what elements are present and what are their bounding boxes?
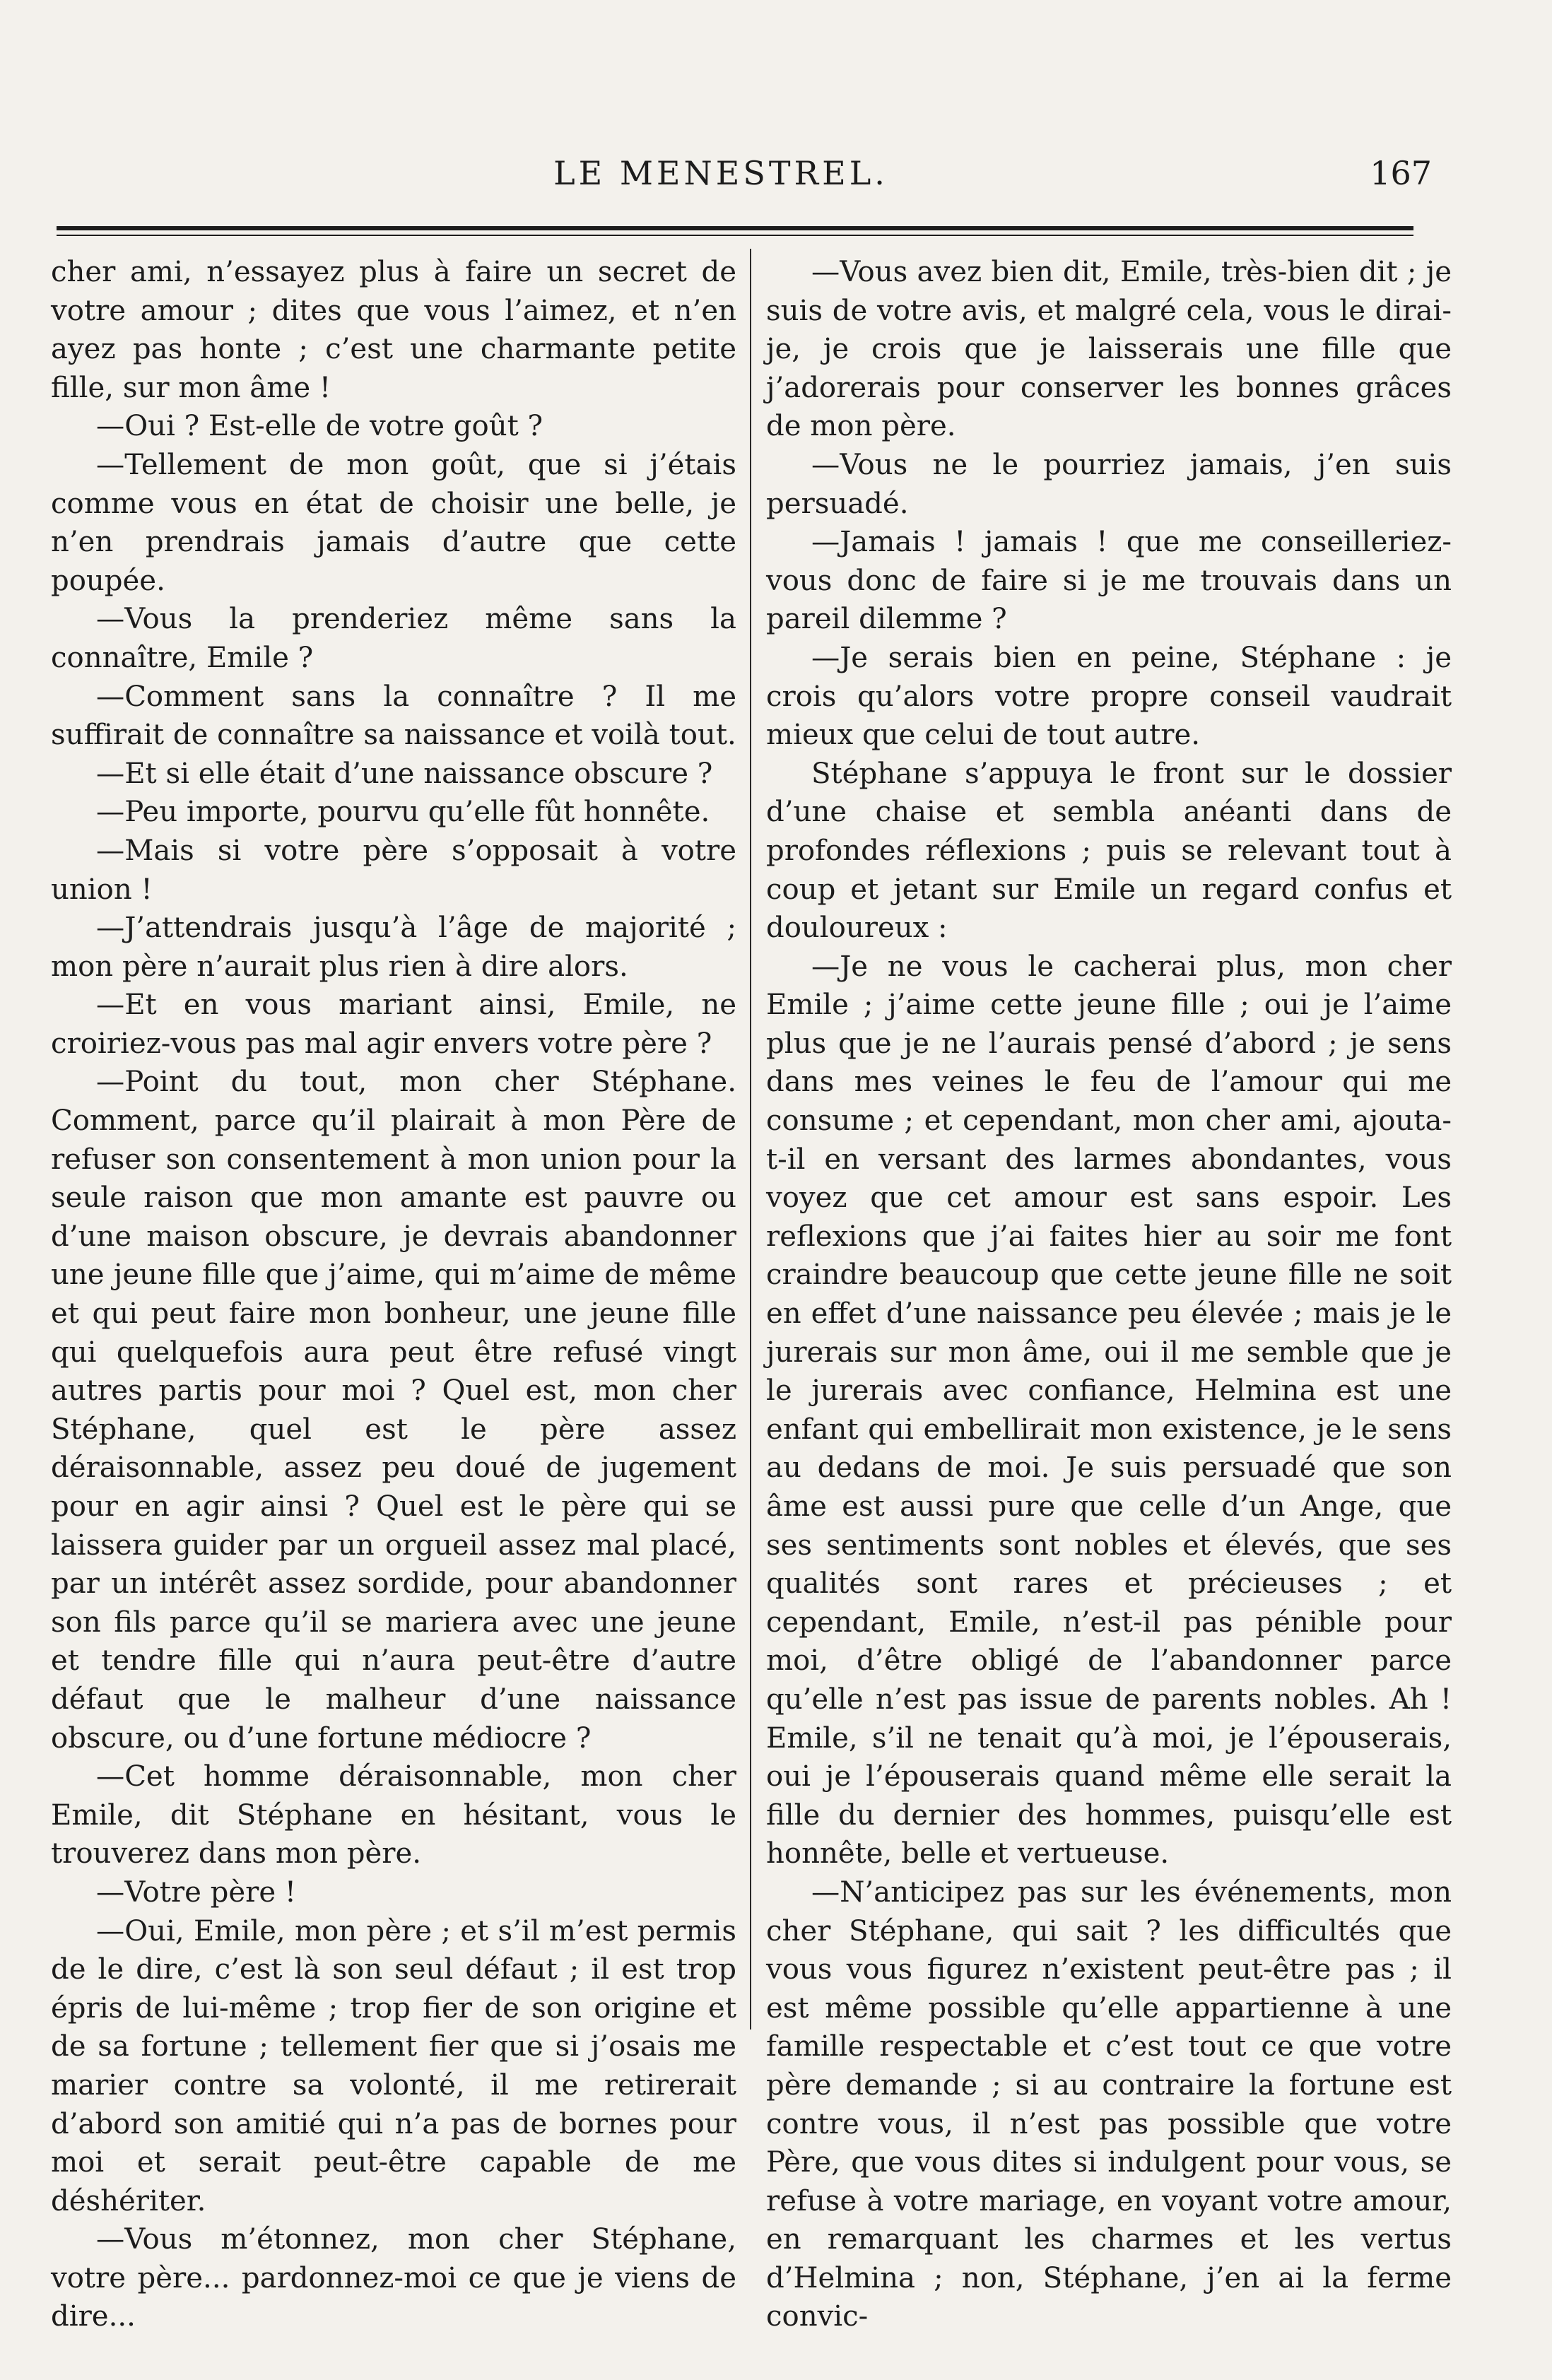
journal-title: LE MENESTREL. — [553, 154, 888, 192]
paragraph: Stéphane s’appuya le front sur le dossier d’une chaise et sembla anéanti dans de profondes réflexions ; puis se relevant tout à coup et jetant sur Emile un regard confus et douloureux : — [766, 757, 1452, 945]
paragraph: —N’anticipez pas sur les événements, mon cher Stéphane, qui sait ? les difficultés que vous vous figurez n’existent peut-être pas ; il est même possible qu’elle appartienne à une famille respectable et c’est tout ce que votre père demande ; si au contraire la fortune est contre vous, il n’est pas possible que votre Père, que vous dites si indulgent pour vous, se refuse à votre mariage, en voyant votre amour, en remarquant les charmes et les vertus d’Helmina ; non, Stéphane, j’en ai la ferme convic- — [766, 1875, 1452, 2333]
paragraph: —Cet homme déraisonnable, mon cher Emile, dit Stéphane en hésitant, vous le trouverez dans mon père. — [51, 1760, 736, 1871]
paragraph: —Vous la prenderiez même sans la connaître, Emile ? — [51, 603, 736, 674]
paragraph: —Je ne vous le cacherai plus, mon cher Emile ; j’aime cette jeune fille ; oui je l’aime plus que je ne l’aurais pensé d’abord ; je sens dans mes veines le feu de l’amour qui me consume ; et cependant, mon cher ami, ajouta-t-il en versant des larmes abondantes, vous voyez que cet amour est sans espoir. Les reflexions que j’ai faites hier au soir me font craindre beaucoup que cette jeune fille ne soit en effet d’une naissance peu élevée ; mais je le jurerais sur mon âme, oui il me semble que je le jurerais avec confiance, Helmina est une enfant qui embellirait mon existence, je le sens au dedans de moi. Je suis persuadé que son âme est aussi pure que celle d’un Ange, que ses sentiments sont nobles et élevés, que ses qualités sont rares et précieuses ; et cependant, Emile, n’est-il pas pénible pour moi, d’être obligé de l’abandonner parce qu’elle n’est pas issue de parents nobles. Ah ! Emile, s’il ne tenait qu’à moi, je l’épouserais, oui je l’épouserais quand même elle serait la fille du dernier des hommes, puisqu’elle est honnête, belle et vertueuse. — [766, 950, 1452, 1871]
paragraph: —Vous ne le pourriez jamais, j’en suis persuadé. — [766, 448, 1452, 520]
paragraph: —Comment sans la connaître ? Il me suffirait de connaître sa naissance et voilà tout. — [51, 680, 736, 752]
paragraph: —Vous avez bien dit, Emile, très-bien dit ; je suis de votre avis, et malgré cela, vous le dirai-je, je crois que je laisserais une fille que j’adorerais pour conserver les bonnes grâces de mon père. — [766, 256, 1452, 443]
paragraph: —Jamais ! jamais ! que me conseilleriez-vous donc de faire si je me trouvais dans un pareil dilemme ? — [766, 526, 1452, 636]
paragraph: cher ami, n’essayez plus à faire un secret de votre amour ; dites que vous l’aimez, et n’en ayez pas honte ; c’est une charmante petite fille, sur mon âme ! — [51, 256, 736, 404]
paragraph: —Je serais bien en peine, Stéphane : je crois qu’alors votre propre conseil vaudrait mieux que celui de tout autre. — [766, 641, 1452, 752]
paragraph: —Peu importe, pourvu qu’elle fût honnête. — [96, 796, 710, 829]
header-rule-thick — [57, 226, 1413, 230]
paragraph: —Tellement de mon goût, que si j’étais comme vous en état de choisir une belle, je n’en prendrais jamais d’autre que cette poupée. — [51, 448, 736, 597]
page-number: 167 — [1370, 154, 1432, 192]
column-separator — [750, 249, 751, 2030]
header-rule-thin — [57, 235, 1413, 236]
paragraph: —Oui, Emile, mon père ; et s’il m’est permis de le dire, c’est là son seul défaut ; il est trop épris de lui-même ; trop fier de son origine et de sa fortune ; tellement fier que si j’osais me marier contre sa volonté, il me retirerait d’abord son amitié qui n’a pas de bornes pour moi et serait peut-être capable de me déshériter. — [51, 1914, 736, 2217]
paragraph: —J’attendrais jusqu’à l’âge de majorité ; mon père n’aurait plus rien à dire alors. — [51, 912, 736, 983]
paragraph: —Vous m’étonnez, mon cher Stéphane, votre père... pardonnez-moi ce que je viens de dire... — [51, 2223, 736, 2333]
paragraph: —Et en vous mariant ainsi, Emile, ne croiriez-vous pas mal agir envers votre père ? — [51, 989, 736, 1060]
paragraph: —Point du tout, mon cher Stéphane. Comment, parce qu’il plairait à mon Père de refuser son consentement à mon union pour la seule raison que mon amante est pauvre ou d’une maison obscure, je devrais abandonner une jeune fille que j’aime, qui m’aime de même et qui peut faire mon bonheur, une jeune fille qui quelquefois aura peut être refusé vingt autres partis pour moi ? Quel est, mon cher Stéphane, quel est le père assez déraisonnable, assez peu doué de jugement pour en agir ainsi ? Quel est le père qui se laissera guider par un orgueil assez mal placé, par un intérêt assez sordide, pour abandonner son fils parce qu’il se mariera avec une jeune et tendre fille qui n’aura peut-être d’autre défaut que le malheur d’une naissance obscure, ou d’une fortune médiocre ? — [51, 1066, 736, 1755]
paragraph: —Mais si votre père s’opposait à votre union ! — [51, 834, 736, 906]
left-column — [51, 253, 736, 2336]
paragraph: —Oui ? Est-elle de votre goût ? — [96, 410, 543, 443]
paragraph: —Et si elle était d’une naissance obscure ? — [96, 757, 713, 790]
right-column — [766, 253, 1452, 2336]
page-header — [0, 154, 1552, 211]
paragraph: —Votre père ! — [96, 1875, 297, 1909]
